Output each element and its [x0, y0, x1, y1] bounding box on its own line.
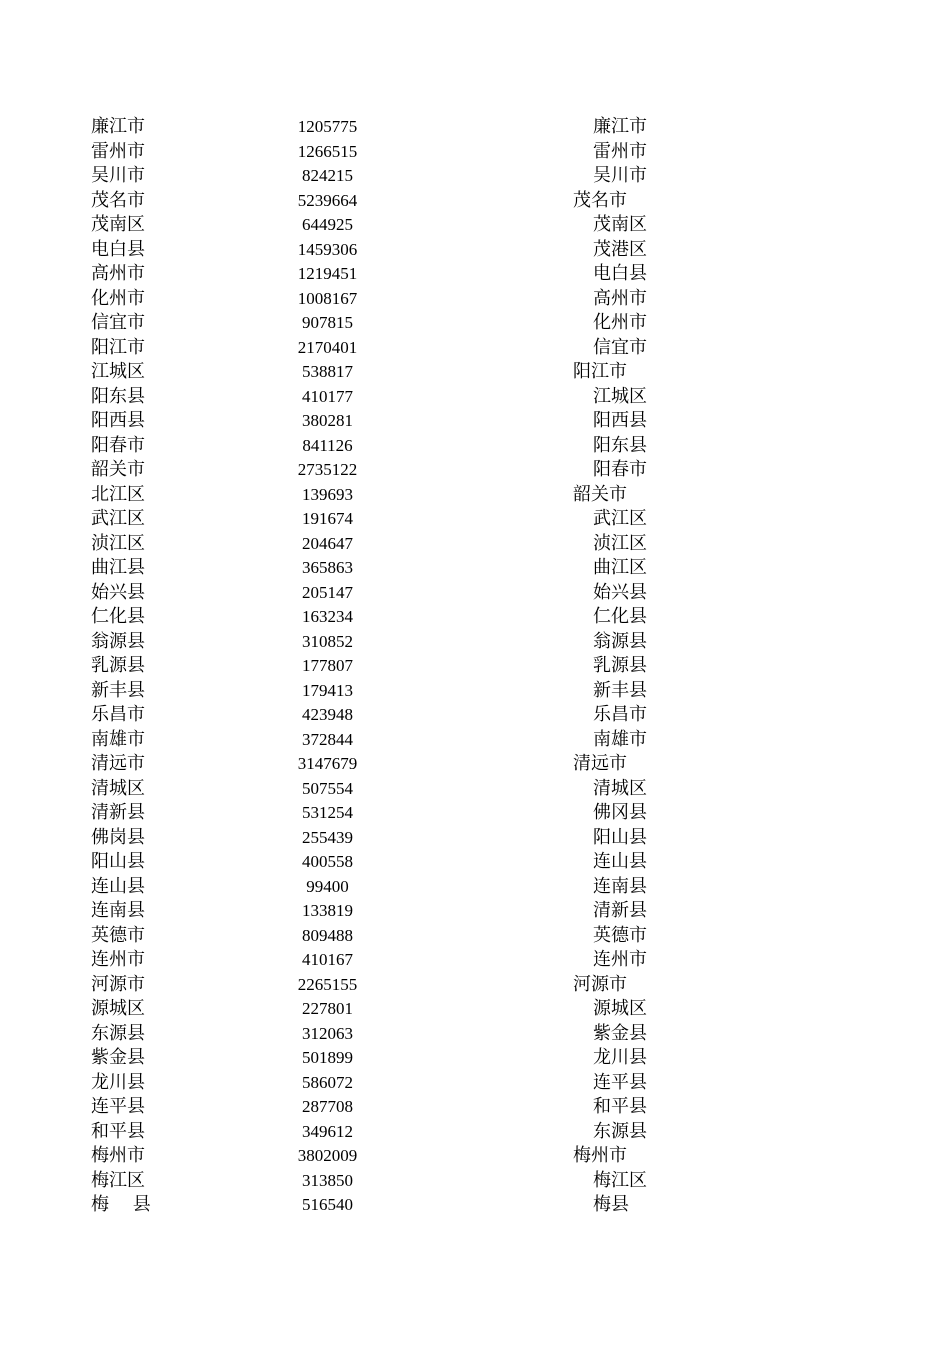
table-row — [0, 899, 950, 924]
compare-region-cell: 东源县 — [593, 1120, 647, 1142]
table-row — [0, 507, 950, 532]
table-row — [0, 630, 950, 655]
table-row — [0, 213, 950, 238]
table-row — [0, 1046, 950, 1071]
region-name-cell: 东源县 — [91, 1022, 145, 1044]
population-cell: 538817 — [302, 362, 353, 381]
population-cell: 410167 — [302, 950, 353, 969]
table-row — [0, 875, 950, 900]
compare-region-cell: 武江区 — [593, 508, 647, 529]
compare-region-cell: 信宜市 — [593, 336, 647, 358]
region-name-cell: 梅州市 — [91, 1145, 145, 1166]
compare-region-cell: 南雄市 — [593, 728, 647, 750]
population-cell: 139693 — [302, 484, 353, 504]
table-row — [0, 238, 950, 263]
compare-region-cell: 廉江市 — [593, 116, 647, 137]
table-row — [0, 1095, 950, 1120]
compare-region-cell: 阳东县 — [593, 434, 647, 456]
region-name-cell: 始兴县 — [91, 581, 145, 603]
compare-region-cell: 江城区 — [593, 385, 647, 407]
table-row — [0, 777, 950, 802]
compare-region-cell: 连南县 — [593, 875, 647, 897]
region-name-cell: 信宜市 — [91, 312, 145, 333]
table-row — [0, 948, 950, 973]
region-name-cell: 清新县 — [91, 802, 145, 823]
compare-region-cell: 紫金县 — [593, 1022, 647, 1044]
table-row — [0, 703, 950, 728]
compare-region-cell: 清新县 — [593, 900, 647, 921]
table-row — [0, 532, 950, 557]
compare-region-cell: 龙川县 — [593, 1047, 647, 1068]
region-name-cell: 韶关市 — [91, 459, 145, 480]
compare-region-cell: 乐昌市 — [593, 704, 647, 725]
compare-region-cell: 英德市 — [593, 924, 647, 946]
compare-region-cell: 茂港区 — [593, 238, 647, 260]
compare-region-cell: 清远市 — [573, 753, 627, 774]
population-cell: 99400 — [306, 876, 349, 896]
population-cell: 204647 — [302, 533, 353, 553]
compare-region-cell: 始兴县 — [593, 581, 647, 603]
table-row — [0, 409, 950, 434]
population-cell: 3147679 — [297, 754, 358, 773]
population-cell: 841126 — [302, 435, 353, 455]
table-row — [0, 826, 950, 851]
region-name-cell: 紫金县 — [91, 1047, 145, 1068]
table-row — [0, 654, 950, 679]
table-row — [0, 556, 950, 581]
region-name-cell: 清远市 — [91, 753, 145, 774]
population-cell: 2265155 — [297, 974, 358, 994]
population-cell: 516540 — [302, 1195, 353, 1214]
population-cell: 255439 — [302, 827, 353, 847]
region-name-cell: 南雄市 — [91, 728, 145, 750]
region-name-cell: 连南县 — [91, 900, 145, 921]
table-row — [0, 189, 950, 214]
population-cell: 5239664 — [297, 190, 358, 210]
population-cell: 287708 — [302, 1097, 353, 1116]
population-cell: 179413 — [302, 680, 353, 700]
table-row — [0, 1169, 950, 1194]
region-name-cell: 连山县 — [91, 875, 145, 897]
compare-region-cell: 阳春市 — [593, 459, 647, 480]
region-name-cell: 武江区 — [91, 508, 145, 529]
region-name-cell: 茂名市 — [91, 189, 145, 211]
region-name-cell: 阳西县 — [91, 410, 145, 431]
population-cell: 349612 — [302, 1121, 353, 1141]
region-name-cell: 阳江市 — [91, 336, 145, 358]
compare-region-cell: 阳江市 — [573, 361, 627, 382]
table-row — [0, 1144, 950, 1169]
compare-region-cell: 韶关市 — [573, 483, 627, 505]
population-cell: 3802009 — [297, 1146, 358, 1165]
table-row — [0, 385, 950, 410]
population-cell: 163234 — [302, 607, 353, 626]
compare-region-cell: 浈江区 — [593, 532, 647, 554]
compare-region-cell: 茂名市 — [573, 189, 627, 211]
table-row — [0, 997, 950, 1022]
population-cell: 809488 — [302, 925, 353, 945]
table-row — [0, 1120, 950, 1145]
population-cell: 2170401 — [297, 337, 358, 357]
table-row — [0, 973, 950, 998]
region-name-cell: 阳春市 — [91, 434, 145, 456]
region-name-cell: 茂南区 — [91, 214, 145, 235]
table-row — [0, 115, 950, 140]
population-cell: 310852 — [302, 631, 353, 651]
population-cell: 312063 — [302, 1023, 353, 1043]
compare-region-cell: 阳西县 — [593, 410, 647, 431]
compare-region-cell: 翁源县 — [593, 630, 647, 652]
compare-region-cell: 茂南区 — [593, 214, 647, 235]
region-name-cell: 乐昌市 — [91, 704, 145, 725]
table-row — [0, 605, 950, 630]
compare-region-cell: 连州市 — [593, 949, 647, 970]
region-name-cell: 翁源县 — [91, 630, 145, 652]
table-row — [0, 262, 950, 287]
population-cell: 191674 — [302, 509, 353, 528]
region-name-cell: 源城区 — [91, 998, 145, 1019]
population-cell: 410177 — [302, 386, 353, 406]
population-cell: 907815 — [302, 313, 353, 332]
compare-region-cell: 梅江区 — [593, 1169, 647, 1191]
population-cell: 227801 — [302, 999, 353, 1018]
compare-region-cell: 乳源县 — [593, 655, 647, 676]
table-row — [0, 287, 950, 312]
population-cell: 1205775 — [297, 117, 358, 136]
compare-region-cell: 曲江区 — [593, 557, 647, 578]
population-cell: 1008167 — [297, 288, 358, 308]
region-name-cell: 浈江区 — [91, 532, 145, 554]
compare-region-cell: 源城区 — [593, 998, 647, 1019]
region-name-cell: 阳山县 — [91, 851, 145, 872]
compare-region-cell: 清城区 — [593, 777, 647, 799]
compare-region-cell: 河源市 — [573, 973, 627, 995]
population-cell: 400558 — [302, 852, 353, 871]
region-name-cell: 阳东县 — [91, 385, 145, 407]
population-cell: 1459306 — [297, 239, 358, 259]
compare-region-cell: 连山县 — [593, 851, 647, 872]
region-name-cell: 雷州市 — [91, 140, 145, 162]
region-name-cell: 江城区 — [91, 361, 145, 382]
compare-region-cell: 梅州市 — [573, 1145, 627, 1166]
region-name-cell: 河源市 — [91, 973, 145, 995]
population-cell: 133819 — [302, 901, 353, 920]
table-row — [0, 336, 950, 361]
region-name-cell: 吴川市 — [91, 165, 145, 186]
compare-region-cell: 化州市 — [593, 312, 647, 333]
region-name-cell: 仁化县 — [91, 606, 145, 627]
region-name-cell: 电白县 — [91, 238, 145, 260]
region-name-cell: 化州市 — [91, 287, 145, 309]
region-name-cell: 连平县 — [91, 1096, 145, 1117]
table-row — [0, 483, 950, 508]
table-row — [0, 434, 950, 459]
region-name-cell: 梅江区 — [91, 1169, 145, 1191]
table-row — [0, 581, 950, 606]
table-row — [0, 311, 950, 336]
region-name-cell: 梅 县 — [91, 1194, 151, 1215]
population-cell: 644925 — [302, 215, 353, 234]
population-cell: 501899 — [302, 1048, 353, 1067]
table-row — [0, 458, 950, 483]
compare-region-cell: 仁化县 — [593, 606, 647, 627]
region-name-cell: 连州市 — [91, 949, 145, 970]
table-row — [0, 850, 950, 875]
region-name-cell: 新丰县 — [91, 679, 145, 701]
region-name-cell: 和平县 — [91, 1120, 145, 1142]
population-cell: 507554 — [302, 778, 353, 798]
table-row — [0, 752, 950, 777]
spreadsheet-table — [0, 115, 950, 1218]
region-name-cell: 北江区 — [91, 483, 145, 505]
population-cell: 531254 — [302, 803, 353, 822]
compare-region-cell: 阳山县 — [593, 826, 647, 848]
table-row — [0, 1193, 950, 1218]
compare-region-cell: 佛冈县 — [593, 802, 647, 823]
table-row — [0, 1022, 950, 1047]
population-cell: 372844 — [302, 729, 353, 749]
population-cell: 313850 — [302, 1170, 353, 1190]
compare-region-cell: 雷州市 — [593, 140, 647, 162]
region-name-cell: 清城区 — [91, 777, 145, 799]
population-cell: 423948 — [302, 705, 353, 724]
compare-region-cell: 和平县 — [593, 1096, 647, 1117]
table-row — [0, 164, 950, 189]
population-cell: 380281 — [302, 411, 353, 430]
compare-region-cell: 电白县 — [593, 263, 647, 284]
region-name-cell: 佛岗县 — [91, 826, 145, 848]
table-row — [0, 728, 950, 753]
region-name-cell: 英德市 — [91, 924, 145, 946]
table-row — [0, 679, 950, 704]
table-row — [0, 801, 950, 826]
population-cell: 177807 — [302, 656, 353, 675]
compare-region-cell: 连平县 — [593, 1071, 647, 1093]
region-name-cell: 龙川县 — [91, 1071, 145, 1093]
population-cell: 1219451 — [297, 264, 358, 283]
population-cell: 205147 — [302, 582, 353, 602]
region-name-cell: 曲江县 — [91, 557, 145, 578]
table-row — [0, 360, 950, 385]
population-cell: 1266515 — [297, 141, 358, 161]
population-cell: 824215 — [302, 166, 353, 185]
compare-region-cell: 新丰县 — [593, 679, 647, 701]
table-row — [0, 1071, 950, 1096]
region-name-cell: 高州市 — [91, 263, 145, 284]
population-cell: 586072 — [302, 1072, 353, 1092]
population-cell: 365863 — [302, 558, 353, 577]
table-row — [0, 140, 950, 165]
table-row — [0, 924, 950, 949]
region-name-cell: 乳源县 — [91, 655, 145, 676]
compare-region-cell: 吴川市 — [593, 165, 647, 186]
region-name-cell: 廉江市 — [91, 116, 145, 137]
population-cell: 2735122 — [297, 460, 358, 479]
compare-region-cell: 高州市 — [593, 287, 647, 309]
compare-region-cell: 梅县 — [593, 1194, 629, 1215]
